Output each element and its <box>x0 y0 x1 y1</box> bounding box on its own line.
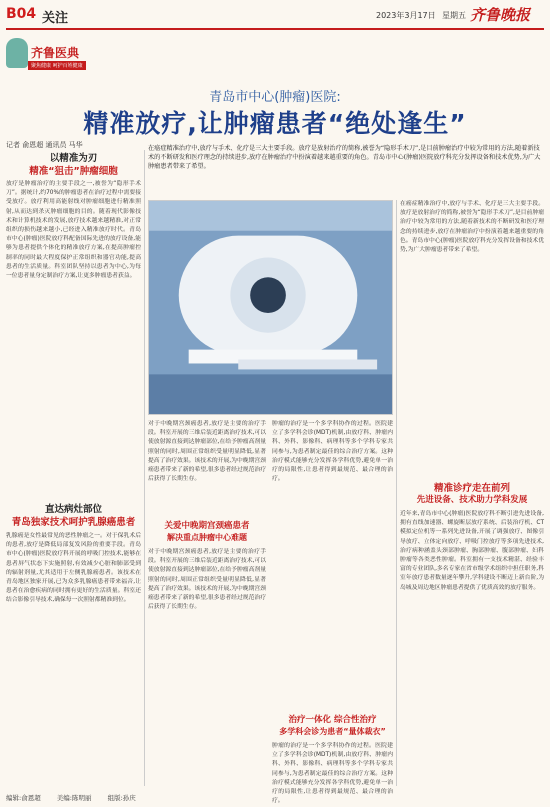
column-divider <box>396 200 397 786</box>
column-subtitle: 聚焦健康 呵护百姓健康 <box>28 61 86 70</box>
column-logo <box>6 36 94 76</box>
section-title: 关注 <box>42 11 69 26</box>
photo-caption-text: 对于中晚期宫颈癌患者,放疗是主要的治疗手段。科室开展的三维后装近距离治疗技术,可以使放射源直接到达肿瘤部位,在给予肿瘤高剂量照射的同时,周围正常组织受量明显降低,显著提高了治疗效果。该技术的开展,为中晚期宫颈癌患者带来了新的希望,很多患者经过规范治疗后获得了长期生存。 <box>148 421 266 483</box>
footer-proof: 组版:孙庆 <box>107 794 136 802</box>
issue-weekday: 星期五 <box>442 11 466 20</box>
section-body-left1: 放疗是肿瘤治疗的主要手段之一,被誉为“隐形手术刀”。据统计,约70%的肿瘤患者在治疗过程中需要接受放疗。放疗利用高能射线对肿瘤细胞进行精准照射,从而达到杀灭肿瘤细胞的目的。随着现代影像技术和计算机技术的发展,放疗技术越来越精准,对正常组织的损伤越来越小,已经进入精准放疗时代。青岛市中心(肿瘤)医院放疗科配备国际先进的放疗设备,能够为患者提供个体化的精准放疗方案,在提高肿瘤控制率的同时最大程度保护正常组织和器官功能,提高患者的生活质量。科室团队坚持以患者为中心,为每一位患者量身定制治疗方案,让更多肿瘤患者获益。 <box>6 181 141 280</box>
section-title-left2: 直达病灶部位 <box>44 504 102 515</box>
section-title-mid2: 治疗一体化 综合性治疗 <box>288 715 377 725</box>
page-number: B04 <box>6 6 37 22</box>
section-subtitle-mid1: 解决重点肿瘤中心难题 <box>167 533 247 542</box>
article-headline: 精准放疗,让肿瘤患者“绝处逢生” <box>83 109 467 138</box>
issue-date: 2023年3月17日 <box>376 11 436 20</box>
masthead <box>0 0 550 30</box>
footer-editor: 编辑:俞恩超 <box>6 794 41 802</box>
section-title-right1: 精准诊疗走在前列 <box>433 483 510 494</box>
page-footer <box>6 793 544 802</box>
section-subtitle-right1: 先进设备、技术助力学科发展 <box>416 495 528 505</box>
column-divider <box>144 150 145 786</box>
section-subtitle-mid2: 多学科会诊为患者“量体裁衣” <box>279 727 386 736</box>
section-body-mid2a: 肿瘤的治疗是一个多学科协作的过程。医院建立了多学科会诊(MDT)机制,由放疗科、肿瘤内科、外科、影像科、病理科等多个学科专家共同参与,为患者制定最佳的综合治疗方案。这种治疗模式能够充分发挥各学科优势,避免单一治疗的局限性,让患者得到最规范、最合理的治疗。 <box>272 421 393 483</box>
column-name: 齐鲁医典 <box>31 46 80 60</box>
article-lead: 在癌症精准治疗中,放疗与手术、化疗是三大主要手段。放疗是放射治疗的简称,被誉为“隐形手术刀”,是目前肿瘤治疗中较为常用的方法,随着新技术的不断研发和医疗理念的持续进步,放疗在肿瘤治疗中扮演着越来越重要的角色。青岛市中心(肿瘤)医院放疗科充分发挥设备和技术优势,为广大肿瘤患者带来了希望。 <box>148 145 541 171</box>
section-subtitle-left1: 精准“狙击”肿瘤细胞 <box>29 166 118 177</box>
newspaper-logo: 齐鲁晚报 <box>470 6 531 24</box>
section-title-mid1: 关爱中晚期宫颈癌患者 <box>164 521 250 531</box>
section-body-mid1: 对于中晚期宫颈癌患者,放疗是主要的治疗手段。科室开展的三维后装近距离治疗技术,可以使放射源直接到达肿瘤部位,在给予肿瘤高剂量照射的同时,周围正常组织受量明显降低,显著提高了治疗效果。该技术的开展,为中晚期宫颈癌患者带来了新的希望,很多患者经过规范治疗后获得了长期生存。 <box>148 549 266 611</box>
doctor-avatar-icon <box>6 38 28 68</box>
article-byline: 记者 俞恩超 通讯员 马华 <box>6 141 83 149</box>
right-column-body-a: 在癌症精准治疗中,放疗与手术、化疗是三大主要手段。放疗是放射治疗的简称,被誉为“隐形手术刀”,是目前肿瘤治疗中较为常用的方法,随着新技术的不断研发和医疗理念的持续进步,放疗在肿瘤治疗中扮演着越来越重要的角色。青岛市中心(肿瘤)医院放疗科充分发挥设备和技术优势,为广大肿瘤患者带来了希望。 <box>400 201 544 254</box>
equipment-photo <box>148 200 393 415</box>
section-body-mid2: 肿瘤的治疗是一个多学科协作的过程。医院建立了多学科会诊(MDT)机制,由放疗科、肿瘤内科、外科、影像科、病理科等多个学科专家共同参与,为患者制定最佳的综合治疗方案。这种治疗模式能够充分发挥各学科优势,避免单一治疗的局限性,让患者得到最规范、最合理的治疗。 <box>272 743 393 805</box>
header-rule <box>6 28 544 30</box>
section-subtitle-left2: 青岛独家技术呵护乳腺癌患者 <box>11 517 136 528</box>
section-body-left2: 乳腺癌是女性最常见的恶性肿瘤之一。对于保乳术后的患者,放疗是降低局部复发风险的重要手段。青岛市中心(肿瘤)医院放疗科开展的呼吸门控技术,能够在患者屏气状态下实施照射,有效减少心脏和肺部受到的辐射剂量,尤其适用于左侧乳腺癌患者。该技术在青岛地区独家开展,已为众多乳腺癌患者带来福音,让患者在治愈疾病的同时拥有更好的生活质量。科室还结合影像引导技术,确保每一次照射都精准到位。 <box>6 533 141 604</box>
footer-designer: 美编:陈明丽 <box>56 794 92 802</box>
section-title-left1: 以精准为刃 <box>49 153 98 164</box>
section-body-right1: 近年来,青岛市中心(肿瘤)医院放疗科不断引进先进设备,拥有直线加速器、螺旋断层放疗系统、后装治疗机、CT模拟定位机等一系列先进设备,开展了调强放疗、图像引导放疗、立体定向放疗、呼吸门控放疗等多项先进技术,治疗病种涵盖头颈部肿瘤、胸部肿瘤、腹部肿瘤、妇科肿瘤等各类恶性肿瘤。科室拥有一支技术精湛、经验丰富的专业团队,多名专家在省市级学术组织中担任职务,科室年放疗患者数量逐年攀升,学科建设不断迈上新台阶,为岛城及周边地区肿瘤患者提供了优质高效的放疗服务。 <box>400 511 544 591</box>
article-kicker: 青岛市中心(肿瘤)医院: <box>209 90 341 105</box>
